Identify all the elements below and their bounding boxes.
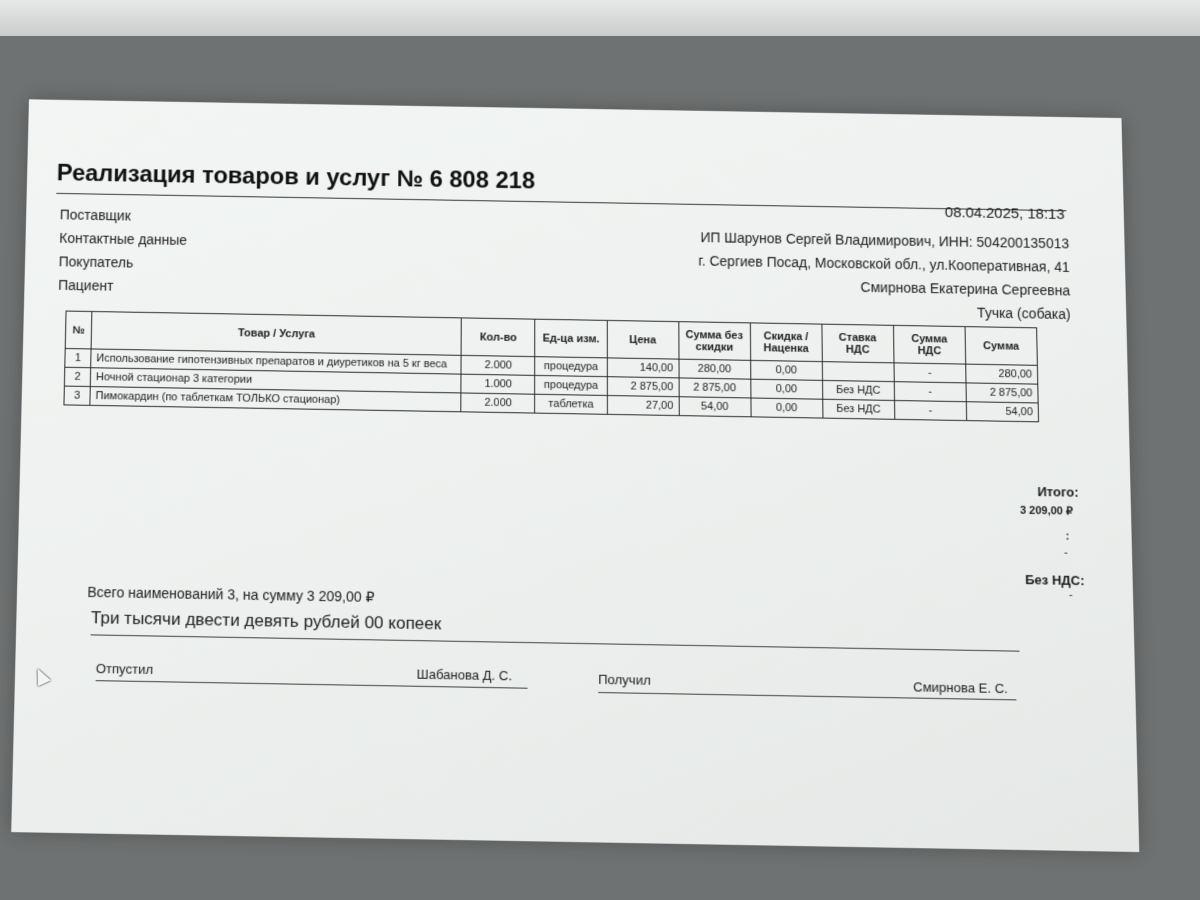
row-vat-sum: - bbox=[894, 382, 966, 402]
contacts-value: г. Сергиев Посад, Московской обл., ул.Кооперативная, 41 bbox=[698, 252, 1070, 275]
patient-value: Тучка (собака) bbox=[976, 304, 1071, 323]
row-vat-sum: - bbox=[894, 363, 966, 383]
col-header-number: № bbox=[65, 311, 92, 349]
row-number: 2 bbox=[64, 367, 90, 386]
row-sum-no-discount: 280,00 bbox=[679, 359, 751, 379]
col-header-price: Цена bbox=[607, 320, 679, 359]
col-header-vat-rate: Ставка НДС bbox=[822, 324, 894, 363]
row-item: Пимокардин (по таблеткам ТОЛЬКО стационар) bbox=[90, 387, 461, 412]
total-colon: : bbox=[1065, 530, 1070, 543]
row-vat-rate: Без НДС bbox=[822, 399, 894, 419]
row-qty: 1.000 bbox=[461, 374, 535, 394]
total-value: 3 209,00 ₽ bbox=[1019, 504, 1074, 518]
row-price: 140,00 bbox=[607, 358, 679, 378]
buyer-value: Смирнова Екатерина Сергеевна bbox=[860, 279, 1071, 299]
vat-label: Без НДС: bbox=[1024, 572, 1085, 589]
title-divider bbox=[56, 193, 1066, 211]
col-header-sum-no-discount: Сумма без скидки bbox=[678, 322, 750, 361]
col-header-vat-sum: Сумма НДС bbox=[893, 325, 965, 364]
row-qty: 2.000 bbox=[461, 355, 535, 375]
row-number: 1 bbox=[65, 348, 91, 367]
total-label: Итого: bbox=[1037, 484, 1079, 500]
total-dash: - bbox=[1063, 546, 1068, 559]
col-header-item: Товар / Услуга bbox=[91, 311, 462, 355]
row-price: 27,00 bbox=[607, 395, 679, 415]
document-page bbox=[11, 99, 1139, 852]
row-item: Ночной стационар 3 категории bbox=[90, 368, 461, 393]
received-name: Смирнова Е. С. bbox=[913, 679, 1008, 697]
col-header-discount: Скидка / Наценка bbox=[750, 323, 822, 362]
released-label: Отпустил bbox=[95, 660, 154, 678]
row-sum: 280,00 bbox=[966, 364, 1038, 384]
row-discount: 0,00 bbox=[750, 379, 822, 399]
row-qty: 2.000 bbox=[461, 393, 535, 413]
row-number: 3 bbox=[64, 386, 90, 405]
vat-dash: - bbox=[1068, 588, 1073, 602]
row-sum-no-discount: 54,00 bbox=[679, 397, 751, 417]
row-discount: 0,00 bbox=[751, 398, 823, 418]
row-unit: процедура bbox=[535, 357, 607, 377]
patient-label: Пациент bbox=[58, 277, 114, 294]
contacts-label: Контактные данные bbox=[59, 230, 188, 248]
invoice-document bbox=[56, 127, 1085, 697]
col-header-unit: Ед-ца изм. bbox=[535, 319, 607, 358]
words-underline bbox=[91, 634, 1020, 651]
row-sum-no-discount: 2 875,00 bbox=[679, 378, 751, 398]
supplier-label: Поставщик bbox=[59, 206, 131, 224]
row-unit: процедура bbox=[535, 375, 607, 395]
document-datetime: 08.04.2025, 18:13 bbox=[944, 204, 1065, 223]
row-sum: 2 875,00 bbox=[966, 383, 1038, 403]
row-sum: 54,00 bbox=[966, 402, 1038, 422]
col-header-qty: Кол-во bbox=[461, 318, 535, 357]
received-label: Получил bbox=[598, 671, 651, 688]
row-vat-rate bbox=[822, 362, 894, 382]
row-vat-rate: Без НДС bbox=[822, 380, 894, 400]
row-discount: 0,00 bbox=[750, 360, 822, 380]
row-unit: таблетка bbox=[535, 394, 607, 414]
col-header-sum: Сумма bbox=[965, 327, 1038, 366]
released-name: Шабанова Д. С. bbox=[416, 666, 513, 684]
items-table bbox=[63, 311, 1039, 423]
screen bbox=[0, 36, 1200, 900]
row-vat-sum: - bbox=[894, 400, 966, 420]
row-item: Использование гипотензивных препаратов и диуретиков на 5 кг веса bbox=[91, 349, 462, 374]
summary-count: Всего наименований 3, на сумму 3 209,00 ₽ bbox=[87, 583, 375, 605]
buyer-label: Покупатель bbox=[58, 253, 134, 271]
supplier-value: ИП Шарунов Сергей Владимирович, ИНН: 504200135013 bbox=[700, 229, 1070, 252]
document-title: Реализация товаров и услуг № 6 808 218 bbox=[56, 159, 536, 195]
row-price: 2 875,00 bbox=[607, 377, 679, 397]
amount-in-words: Три тысячи двести девять рублей 00 копеек bbox=[90, 608, 442, 634]
